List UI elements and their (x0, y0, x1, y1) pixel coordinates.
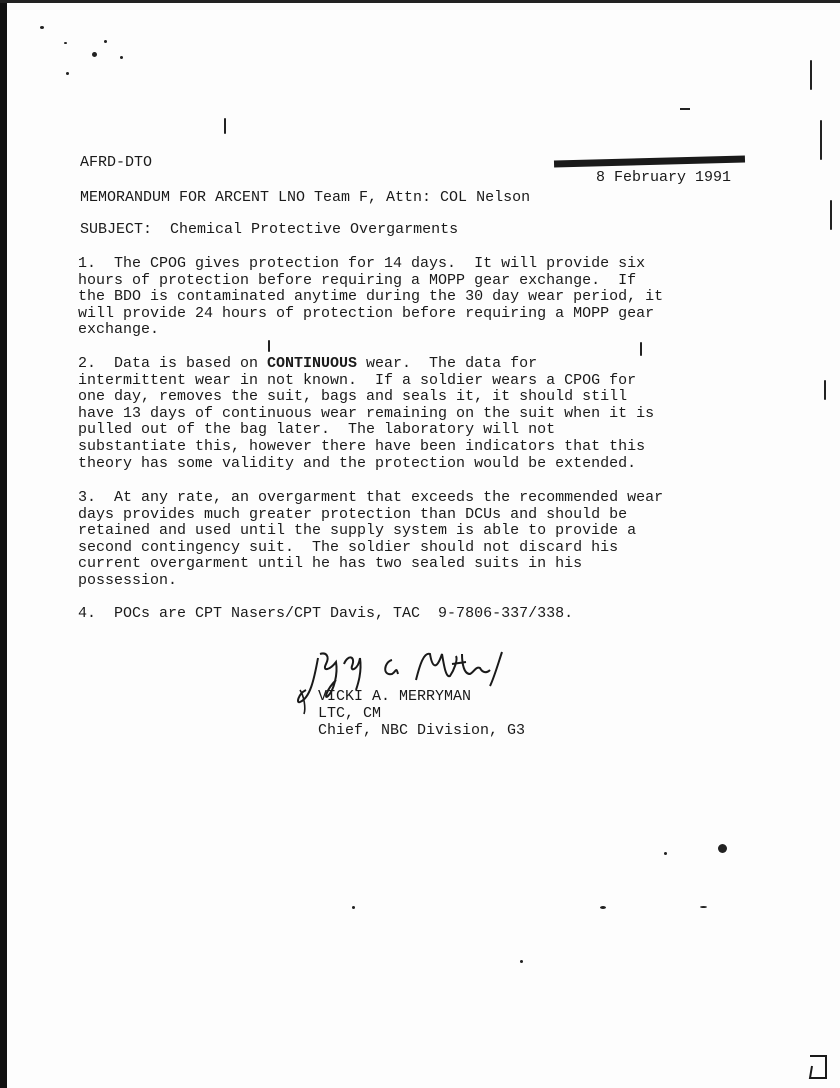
subject-text: Chemical Protective Overgarments (170, 221, 459, 238)
paragraph-line: 4. POCs are CPT Nasers/CPT Davis, TAC 9-7806-337/338. (78, 605, 574, 622)
paragraph-line: 1. The CPOG gives protection for 14 days. It will provide six (78, 255, 646, 272)
scan-speck (700, 906, 707, 908)
paragraph-line: substantiate this, however there have been indicators that this (78, 437, 646, 455)
paragraph-text: wear. The data for (357, 355, 538, 372)
scan-edge-left (0, 0, 7, 1088)
paragraph-1 (78, 256, 663, 339)
paragraph-line: the BDO is contaminated anytime during the 30 day wear period, it (78, 288, 664, 306)
paragraph-2 (78, 356, 654, 472)
signature-block (318, 688, 525, 739)
corner-mark-icon (806, 1052, 830, 1080)
paragraph-line: theory has some validity and the protection would be extended. (78, 454, 637, 472)
scan-speck (64, 42, 67, 44)
paragraph-line: possession. (78, 571, 178, 589)
paragraph-line: hours of protection before requiring a MOPP gear exchange. If (78, 271, 637, 289)
scan-speck (352, 906, 355, 909)
date-strikethrough (554, 156, 745, 168)
subject-label: SUBJECT: (80, 221, 153, 238)
paragraph-line: retained and used until the supply system is able to provide a (78, 522, 637, 540)
paragraph-line: current overgarment until he has two sealed suits in his (78, 555, 583, 573)
scan-speck (92, 52, 97, 57)
scan-speck (120, 56, 123, 59)
paragraph-3 (78, 490, 663, 590)
scan-speck (830, 200, 832, 230)
paragraph-4 (78, 606, 573, 623)
paragraph-line: exchange. (78, 321, 160, 339)
scan-speck (820, 120, 822, 160)
paragraph-line: will provide 24 hours of protection before requiring a MOPP gear (78, 304, 655, 322)
scan-speck (268, 340, 270, 352)
paragraph-first-line (78, 356, 654, 373)
scan-speck (600, 906, 606, 909)
subject-line (80, 221, 458, 238)
paragraph-line: second contingency suit. The soldier should not discard his (78, 538, 619, 556)
paragraph-line: 3. At any rate, an overgarment that exceeds the recommended wear (78, 489, 664, 506)
scan-speck (640, 342, 642, 356)
scan-edge-top (0, 0, 840, 3)
signer-title: Chief, NBC Division, G3 (318, 722, 526, 739)
office-symbol: AFRD-DTO (80, 154, 153, 171)
paragraph-line: one day, removes the suit, bags and seals it, it should still (78, 388, 628, 406)
memo-date (560, 152, 731, 220)
memorandum-for: MEMORANDUM FOR ARCENT LNO Team F, Attn: COL Nelson (80, 189, 531, 206)
scan-speck (680, 108, 690, 110)
scan-speck (718, 844, 727, 853)
paragraph-line: intermittent wear in not known. If a soldier wears a CPOG for (78, 371, 637, 389)
scan-speck (664, 852, 667, 855)
scan-speck (224, 118, 226, 134)
signer-name: VICKI A. MERRYMAN (318, 688, 472, 705)
signer-rank: LTC, CM (318, 705, 382, 722)
scan-speck (66, 72, 69, 75)
paragraph-line: have 13 days of continuous wear remaining on the suit when it is (78, 404, 655, 422)
scan-speck (40, 26, 44, 29)
paragraph-line: days provides much greater protection than DCUs and should be (78, 505, 628, 523)
paragraph-line: pulled out of the bag later. The laboratory will not (78, 421, 556, 439)
emphasis-text: CONTINUOUS (267, 355, 358, 372)
scan-speck (520, 960, 523, 963)
paragraph-text: 2. Data is based on (78, 355, 268, 372)
scan-speck (824, 380, 826, 400)
scan-speck (104, 40, 107, 43)
scan-speck (810, 60, 812, 90)
date-text: 8 February 1991 (596, 169, 732, 186)
